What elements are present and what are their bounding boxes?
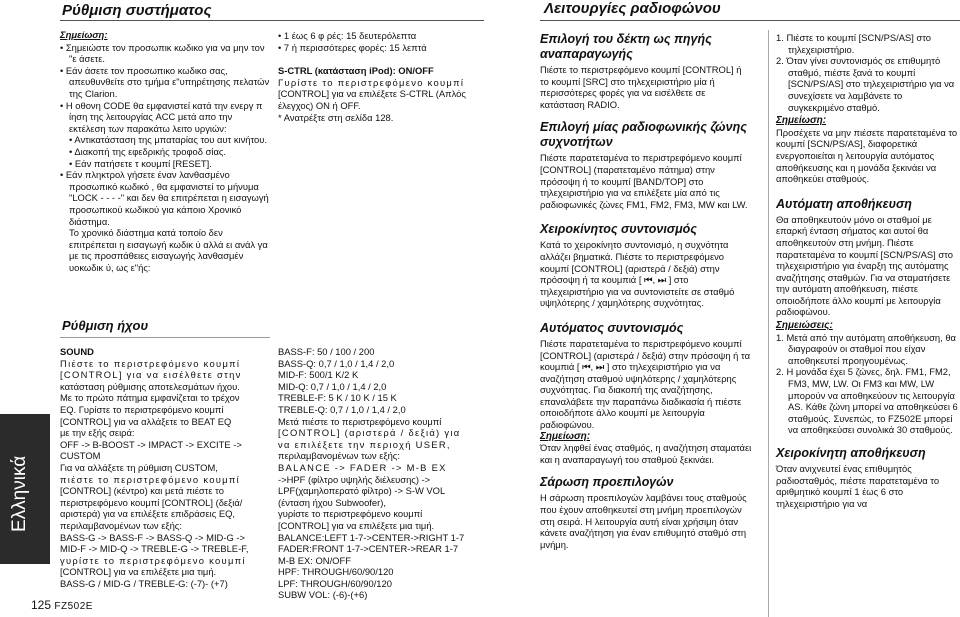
list-item: • Εάν πληκτρολ γήσετε έναν λανθασμένο προσωπικό κωδικό , θα εμφανιστεί το μήνυμα "LOCK - - - -" και δεν θα επιτρέπεται η εισαγωγή προσωπικού κωδικού για κάποιο Χρονικό διάστημα. <box>60 169 269 227</box>
text-line: [CONTROL] για να επιλέξετε S-CTRL (Απλός <box>278 88 466 100</box>
section-title-preset-scan: Σάρωση προεπιλογών <box>540 475 674 490</box>
section-title-auto-tuning: Αυτόματος συντονισμός <box>540 320 684 335</box>
note-label: Σημείωση: <box>60 30 108 41</box>
text-line: Με το πρώτο πάτημα εμφανίζεται το τρέχον <box>60 392 240 404</box>
text-line: HPF: THROUGH/60/90/120 <box>278 566 394 578</box>
paragraph: Όταν ανιχνευτεί ένας επιθυμητός ραδιοσταθμός, πιέστε παρατεταμένα το αριθμητικό κουμπί 1 έως 6 στο τηλεχειριστήριο για να <box>776 463 940 509</box>
paragraph: Όταν ληφθεί ένας σταθμός, η αναζήτηση σταματάει και η αναπαραγωγή του σταθμού ξεκινάει. <box>540 442 752 465</box>
text-line: * Ανατρέξτε στη σελίδα 128. <box>278 111 394 123</box>
paragraph: Πιέστε το περιστρεφόμενο κουμπί [CONTROL] ή το κουμπί [SRC] στο τηλεχειριστήριο μία ή περισσότερες φορές για να εισέλθετε σε κατάσταση RADIO. <box>540 64 742 110</box>
model-name: FZ502E <box>54 601 93 612</box>
text-line: πιέστε το περιστρεφόμενο κουμπί <box>60 473 241 485</box>
list-item: 1. Μετά από την αυτόματη αποθήκευση, θα διαγραφούν οι σταθμοί που είχαν αποθηκευτεί προηγουμένως. <box>776 331 956 366</box>
list-item: • 1 έως 6 φ ρές: 15 δευτερόλεπτα <box>278 30 417 41</box>
paragraph: Προσέχετε να μην πιέσετε παρατεταμένα το κουμπί [SCN/PS/AS], διαφορετικά ενεργοποιείται η λειτουργία αυτόματος αποθήκευσης και η μονάδα ξεκινάει να αποθηκεύει σταθμούς. <box>776 126 958 185</box>
list-item: 2. Η μονάδα έχει 5 ζώνες, δηλ. FM1, FM2, FM3, MW, LW. Οι FM3 και MW, LW μπορούν να αποθηκεύουν τις λειτουργία AS. Κάθε ζώνη μπορεί να αποθηκεύσει 6 σταθμούς. Συνεπώς, το FZ502E μπορεί να αποθηκεύσει συνολικά 30 σταθμούς. <box>776 366 958 436</box>
text-line: περιλαμβανομένων των εξής: <box>278 450 400 462</box>
text-line: BALANCE -> FADER -> M-B EX <box>278 461 447 473</box>
text-line: MID-Q: 0,7 / 1,0 / 1,4 / 2,0 <box>278 380 387 392</box>
column-4 <box>776 32 958 509</box>
text-line: MID-F: 500/1 K/2 K <box>278 369 359 381</box>
list-item: • 7 ή περισσότερες φορές: 15 λεπτά <box>278 41 427 53</box>
left-page-title: Ρύθμιση συστήματος <box>62 2 212 19</box>
section-title-auto-store: Αυτόματη αποθήκευση <box>776 196 912 211</box>
section-title-source: Επιλογή του δέκτη ως πηγής αναπαραγωγής <box>540 32 712 61</box>
text-line: Μετά πιέστε το περιστρεφόμενο κουμπί <box>278 415 442 427</box>
text-line: Γυρίστε το περιστρεφόμενο κουμπί <box>278 76 465 88</box>
column-divider <box>768 30 769 617</box>
section-title-band: Επιλογή μίας ραδιοφωνικής ζώνης συχνοτήτων <box>540 120 747 150</box>
text-line: CUSTOM <box>60 450 101 462</box>
language-tab-label: Ελληνικά <box>9 455 30 532</box>
language-side-tab <box>0 414 50 564</box>
paragraph: Η σάρωση προεπιλογών λαμβάνει τους σταθμούς που έχουν αποθηκευτεί στη μνήμη προεπιλογών στη σειρά. Η λειτουργία αυτή είναι χρήσιμη όταν κάνετε αναζήτηση για έναν επιθυμητό σταθμό στη μνήμη. <box>540 492 747 550</box>
section-title-sound: Ρύθμιση ήχου <box>62 318 149 333</box>
text-line: OFF -> B-BOOST -> IMPACT -> EXCITE -> <box>60 438 242 450</box>
column-3 <box>540 32 752 550</box>
text-line: να επιλέξετε την περιοχή USER, <box>278 438 451 450</box>
paragraph: Θα αποθηκευτούν μόνο οι σταθμοί με επαρκή ένταση σήματος και αυτοί θα αποθηκευτούν στη μνήμη. Πιέστε παρατεταμένα το κουμπί [SCN/PS/AS] στο τηλεχειριστήριο για έναρξη της αυτόματης αναζήτησης σταθμών. Για να σταματήσετε την αυτόματη αποθήκευση, πιέστε οποιοδήποτε άλλο κουμπί με λειτουργία ραδιοφώνου. <box>776 213 953 318</box>
sound-heading: SOUND <box>60 346 94 357</box>
text-line: BALANCE:LEFT 1-7->CENTER->RIGHT 1-7 <box>278 531 465 543</box>
text-line: FADER:FRONT 1-7->CENTER->REAR 1-7 <box>278 543 459 555</box>
text-line: (ένταση ήχου Subwoofer), <box>278 496 386 508</box>
section-title-manual-store: Χειροκίνητη αποθήκευση <box>776 446 926 460</box>
text-line: κατάσταση ρύθμισης αποτελεσμάτων ήχου. <box>60 380 240 392</box>
text-line: Πιέστε το περιστρεφόμενο κουμπί <box>60 357 241 369</box>
note-label: Σημειώσεις: <box>776 320 833 332</box>
column-1 <box>60 30 270 273</box>
text-line: MID-F -> MID-Q -> TREBLE-G -> TREBLE-F, <box>60 543 249 555</box>
note-label: Σημείωση: <box>776 115 827 127</box>
left-header-rule <box>60 20 484 21</box>
text-line: με την εξής σειρά: <box>60 427 135 439</box>
paragraph: Το χρονικό διάστημα κατά τοποίο δεν επιτρέπεται η εισαγωγή κωδικ ύ αλλά ει ανάλ γα με τις προσπάθειες εισαγωγής λανθασμέν υοκωδικ ύ, ως ε"ής: <box>69 227 268 273</box>
paragraph: Πιέστε παρατεταμένα το περιστρεφόμενο κουμπί [CONTROL] (παρατεταμένο πάτημα) στην πρόσοψη ή το κουμπί [BAND/TOP] στο τηλεχειριστήριο για να επιλέξετε μία από τις ραδιοφωνικές ζώνες FM1, FM2, FM3, MW και LW. <box>540 152 748 210</box>
text-line: BASS-F: 50 / 100 / 200 <box>278 346 375 357</box>
section-rule <box>60 337 270 338</box>
sctrl-heading: S-CTRL (κατάσταση iPod): ON/OFF <box>278 65 434 77</box>
text-line: [CONTROL] για να επιλέξετε μια τιμή. <box>278 519 435 531</box>
text-line: γυρίστε το περιστρεφόμενο κουμπί <box>278 508 423 520</box>
list-item: • Η οθονη CODE θα εμφανιστεί κατά την ενεργ π ίηση της λειτουργίας ACC μετά απο την εκτέλεση των παρακάτω λειτο υργιών: <box>60 99 263 134</box>
note-label: Σημείωση: <box>540 430 591 442</box>
sound-values-block <box>278 346 490 601</box>
paragraph: Πιέστε παρατεταμένα το περιστρεφόμενο κουμπί [CONTROL] (αριστερά / δεξιά) στην πρόσοψη ή τα κουμπιά [ ⏮, ⏭ ] στο τηλεχειριστήριο για να αναζήτηση σταθμού υψηλότερης / χαμηλότερης συχνότητας. Για διακοπή της αναζήτησης, επαναλάβετε την παραπάνω διαδικασία ή πιέστε οποιοδήποτε άλλο κουμπί με λειτουργία ραδιοφώνου. <box>540 337 750 431</box>
text-line: M-B EX: ON/OFF <box>278 554 351 566</box>
page-footer <box>31 600 93 613</box>
text-line: [CONTROL] (αριστερά / δεξιά) για <box>278 427 461 439</box>
sound-block <box>60 346 272 589</box>
list-item: • Σημειώστε τον προσωπικ κωδικο για να μην τον "ε άσετε. <box>60 41 265 65</box>
list-item: • Αντικατάσταση της μπαταρίας του αυτ κινήτου. <box>69 134 268 146</box>
text-line: LPF: THROUGH/60/90/120 <box>278 577 392 589</box>
list-item: • Διακοπή της εφεδρικής τροφοδ σίας. <box>69 145 226 157</box>
text-line: αριστερά) για να επιλέξετε επιδράσεις EQ, <box>60 508 235 520</box>
text-line: [CONTROL] για να εισέλθετε στην <box>60 369 242 381</box>
column-2 <box>278 30 488 123</box>
page-number: 125 <box>31 598 52 612</box>
text-line: SUBW VOL: (-6)-(+6) <box>278 589 368 601</box>
text-line: έλεγχος) ON ή OFF. <box>278 99 361 111</box>
list-item: 1. Πιέστε το κουμπί [SCN/PS/AS] στο τηλεχειριστήριο. <box>776 32 932 55</box>
text-line: TREBLE-Q: 0,7 / 1,0 / 1,4 / 2,0 <box>278 403 406 415</box>
text-line: BASS-G / MID-G / TREBLE-G: (-7)- (+7) <box>60 577 228 589</box>
text-line: BASS-G -> BASS-F -> BASS-Q -> MID-G -> <box>60 531 245 543</box>
list-item: 2. Όταν γίνει συντονισμός σε επιθυμητό σταθμό, πιέστε ξανά το κουμπί [SCN/PS/AS] στο τηλεχειριστήριο για να συνεχίσετε να λαμβάνετε το συγκεκριμένο σταθμό. <box>776 55 955 113</box>
list-item: • Εάν πατήσετε τ κουμπί [RESET]. <box>69 157 212 169</box>
right-page-title: Λειτουργίες ραδιοφώνου <box>544 0 721 17</box>
text-line: [CONTROL] για να αλλάξετε το BEAT EQ <box>60 415 232 427</box>
right-header-rule <box>540 20 960 21</box>
text-line: [CONTROL] (κέντρο) και μετά πιέστε το <box>60 485 224 497</box>
text-line: περιλαμβανομένων των εξής: <box>60 519 182 531</box>
text-line: LPF(χαμηλοπερατό φίλτρο) -> S-W VOL <box>278 485 446 497</box>
text-line: TREBLE-F: 5 K / 10 K / 15 K <box>278 392 397 404</box>
list-item: • Εάν άσετε τον προσωπικο κωδικο σας, απευθυνθείτε στο τμήμα ε"υπηρέτησης πελατών της Clarion. <box>60 64 270 99</box>
text-line: BASS-Q: 0,7 / 1,0 / 1,4 / 2,0 <box>278 357 395 369</box>
section-title-manual-tuning: Χειροκίνητος συντονισμός <box>540 222 697 237</box>
text-line: περιστρεφόμενο κουμπί [CONTROL] (δεξιά/ <box>60 496 243 508</box>
text-line: EQ. Γυρίστε το περιστρεφόμενο κουμπί <box>60 403 224 415</box>
text-line: γυρίστε το περιστρεφόμενο κουμπί <box>60 554 246 566</box>
paragraph: Κατά το χειροκίνητο συντονισμό, η συχνότητα αλλάζει βηματικά. Πιέστε το περιστρεφόμενο κουμπί [CONTROL] (αριστερά / δεξιά) στην πρόσοψη ή τα κουμπιά [ ⏮, ⏭ ] στο τηλεχειριστήριο για να συντονιστείτε σε σταθμό υψηλότερης / χαμηλότερης συχνότητας. <box>540 239 735 309</box>
text-line: ->HPF (φίλτρο υψηλής διέλευσης) -> <box>278 473 431 485</box>
text-line: [CONTROL] για να επιλέξετε μια τιμή. <box>60 566 217 578</box>
text-line: Για να αλλάξετε τη ρύθμιση CUSTOM, <box>60 461 218 473</box>
